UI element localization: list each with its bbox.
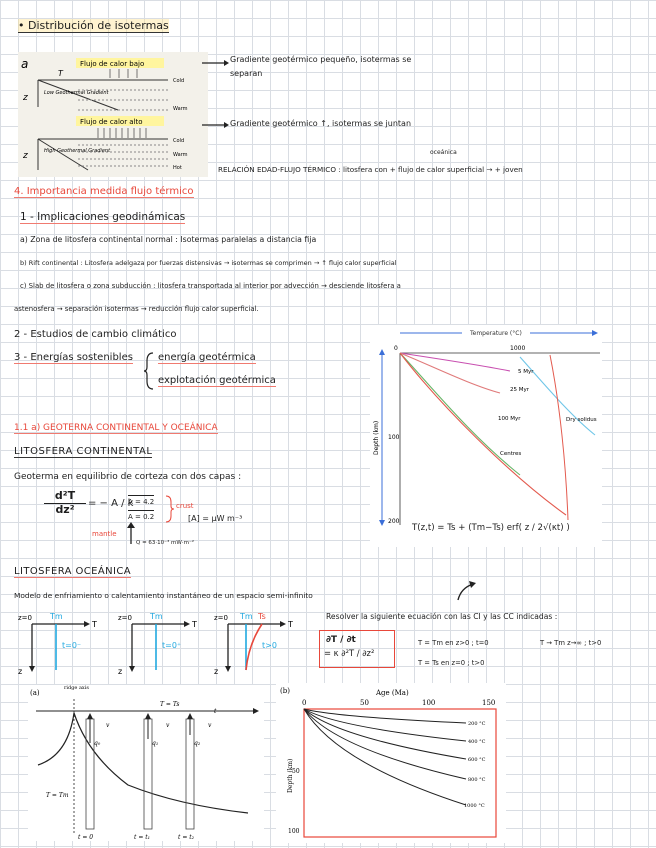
fig-b-y50: 50 <box>292 768 300 775</box>
continental-sub: LITOSFERA CONTINENTAL <box>14 446 153 457</box>
fig-b-y100: 100 <box>288 828 300 835</box>
fig-b-cold: Cold <box>173 138 185 144</box>
fig-a-q2: q₂ <box>194 740 201 747</box>
fig-b-gradient-line <box>38 139 88 170</box>
fig-a-t0: t = 0 <box>78 834 94 841</box>
fig-a-v2: v <box>166 722 170 729</box>
svg-text:T: T <box>192 620 197 629</box>
q-note: Q = 63·10⁻³ mW·m⁻² <box>136 540 195 546</box>
fig-a-heat-arrows <box>110 69 137 78</box>
geo-label-centres: Centres <box>500 451 522 457</box>
fig-a-right-curve <box>74 713 248 813</box>
iso-800 <box>304 709 466 779</box>
fig-b-x100: 100 <box>422 699 436 707</box>
section4-c1: c) Slab de litosfera o zona subducción : litosfera transportada al interior por advección → desciende litosfera a <box>20 282 401 290</box>
section4-c2: astenosfera → separación isotermas → reducción flujo calor superficial. <box>14 305 259 313</box>
fig-a-q0: q₀ <box>94 740 101 747</box>
section4-a: a) Zona de litosfera continental normal : Isotermas paralelas a distancia fija <box>20 235 317 244</box>
eq-fraction <box>44 490 86 516</box>
fig-b-iso800: 800 °C <box>468 777 486 783</box>
fig-a-t2: t = t₂ <box>178 834 195 841</box>
geo-curve-adiabat <box>550 355 568 520</box>
fig-a-q1: q₁ <box>152 740 159 747</box>
oceanic-text: Modelo de enfriamiento o calentamiento instantáneo de un espacio semi-infinito <box>14 591 313 600</box>
section4-heading: 4. Importancia medida flujo térmico <box>14 186 194 197</box>
resolve-text: Resolver la siguiente ecuación con las CI y las CC indicadas : <box>326 612 558 621</box>
fig-a-t-arrow: t <box>214 708 217 715</box>
fig-a-ridge: ridge axis <box>64 685 89 691</box>
fig-b-iso400: 400 °C <box>468 739 486 745</box>
fig-b-frame <box>304 709 496 837</box>
tz-diagram-3 <box>214 612 293 676</box>
pde-box <box>319 630 395 668</box>
geo-y200: 200 <box>388 518 400 525</box>
section4-item1: 1 - Implicaciones geodinámicas <box>20 211 186 223</box>
fig-b-iso600: 600 °C <box>468 757 486 763</box>
svg-text:Tm: Tm <box>150 612 163 621</box>
note-high: Gradiente geotérmico ↑, isotermas se juntan <box>230 119 412 128</box>
fig-a-cold: Cold <box>173 78 185 84</box>
iso-600 <box>304 709 466 759</box>
svg-text:Ts: Ts <box>258 612 266 621</box>
crust-brace <box>164 494 176 524</box>
mantle-a: A = 0.2 <box>128 510 154 521</box>
fig-a-label: a <box>21 57 29 71</box>
ci-1: T = Tm en z>0 ; t=0 <box>418 639 489 647</box>
units-note: [A] = μW m⁻³ <box>188 514 243 523</box>
fig-b-x150: 150 <box>482 699 496 707</box>
svg-text:t>0: t>0 <box>262 641 277 650</box>
svg-text:Tm: Tm <box>240 612 253 621</box>
eq-rhs: = − A / k <box>88 498 134 509</box>
fig-b-heat-arrows <box>98 128 146 138</box>
bottom-fig-b-svg <box>276 683 506 843</box>
section4-b: b) Rift continental : Litosfera adelgaza por fuerzas distensivas → isotermas se comprimen → ↑ flujo calor superficial <box>20 259 397 267</box>
iso-400 <box>304 709 466 741</box>
fig-b-iso1000: 1000 °C <box>464 803 485 809</box>
fig-b-x50: 50 <box>360 699 369 707</box>
energy-brace <box>143 351 155 391</box>
section4-item2: 2 - Estudios de cambio climático <box>14 329 177 340</box>
fig-a-warm: Warm <box>173 106 188 112</box>
crust-a: A = 4.2 <box>128 495 154 506</box>
isotherm-note-arrows <box>200 55 230 135</box>
energy-1: energía geotérmica <box>158 352 256 363</box>
geo-label-dry: Dry solidus <box>566 417 597 423</box>
fig-a-t: T <box>58 69 63 78</box>
isotherm-diagram <box>18 52 208 177</box>
oceanic-tz-diagrams <box>14 608 314 678</box>
fig-a-gradient: Low Geothermal Gradient <box>44 90 109 96</box>
svg-text:z: z <box>118 667 123 676</box>
pde-rhs: = κ ∂²T / ∂z² <box>324 648 375 658</box>
oceanica-tag: oceánica <box>430 149 457 156</box>
svg-text:z: z <box>214 667 219 676</box>
tz-diagram-2 <box>118 612 197 676</box>
svg-text:z: z <box>18 667 23 676</box>
fig-b-z: z <box>23 151 28 161</box>
svg-text:Tm: Tm <box>50 612 63 621</box>
fig-a-v3: v <box>208 722 212 729</box>
geo-label-100: 100 Myr <box>498 416 521 422</box>
geo-top-label: Temperature (°C) <box>470 330 522 337</box>
geo-curve-centres <box>400 353 566 515</box>
eq-num: d²T <box>44 490 86 504</box>
mantle-label: mantle <box>92 530 117 538</box>
fig-b-warm: Warm <box>173 152 188 158</box>
bottom-figure-b <box>276 683 506 843</box>
svg-text:z=0: z=0 <box>214 614 228 622</box>
oceanic-heading: LITOSFERA OCEÁNICA <box>14 566 131 577</box>
fig-a-z: z <box>23 93 28 103</box>
svg-text:z=0: z=0 <box>118 614 132 622</box>
ci-3: T = Ts en z=0 ; t>0 <box>418 659 485 667</box>
svg-text:T: T <box>288 620 293 629</box>
fig-a-title: Flujo de calor bajo <box>80 60 145 68</box>
fig-a-left-curve <box>38 713 74 765</box>
isotherm-figure <box>18 52 208 177</box>
pde-lhs: ∂T / ∂t <box>326 635 356 645</box>
note-low-2: separan <box>230 69 263 78</box>
bottom-fig-a-svg <box>28 685 264 841</box>
section4-item3: 3 - Energías sostenibles <box>14 352 133 363</box>
geo-y-label: Depth (km) <box>373 420 380 455</box>
fig-a-ttm: T = Tm <box>46 792 69 799</box>
fig-a-tts: T = Ts <box>160 701 180 708</box>
fig-b-panel-label: (b) <box>280 687 290 695</box>
geo-label-5: 5 Myr <box>518 369 534 375</box>
geo-y100: 100 <box>388 434 400 441</box>
fig-b-y-label: Depth (km) <box>287 758 294 793</box>
continental-heading: 1.1 a) GEOTERNA CONTINENTAL Y OCEÁNICA <box>14 423 218 433</box>
geo-curve-25myr <box>400 353 500 393</box>
note-low-1: Gradiente geotérmico pequeño, isotermas se <box>230 55 412 64</box>
isotherm-heading: • Distribución de isotermas <box>18 19 169 32</box>
fig-b-gradient: High Geothermal Gradient <box>44 148 111 154</box>
geo-label-25: 25 Myr <box>510 387 530 393</box>
ci-2: T → Tm z→∞ ; t>0 <box>540 639 602 647</box>
svg-text:z=0: z=0 <box>18 614 32 622</box>
fig-a-panel-label: (a) <box>30 689 40 697</box>
relation-note: RELACIÓN EDAD-FLUJO TÉRMICO : litosfera con + flujo de calor superficial → + joven <box>218 165 523 174</box>
geotherm-chart-svg <box>370 325 602 547</box>
bottom-figure-a <box>28 685 264 841</box>
svg-text:T: T <box>92 620 97 629</box>
geotherm-chart <box>370 325 602 547</box>
fig-a-t1: t = t₁ <box>134 834 151 841</box>
crust-label: crust <box>176 502 194 510</box>
fig-b-iso200: 200 °C <box>468 721 486 727</box>
eq-den: dz² <box>55 502 75 516</box>
fig-a-v1: v <box>106 722 110 729</box>
fig-b-title: Flujo de calor alto <box>80 118 143 126</box>
svg-text:t=0⁺: t=0⁺ <box>162 641 182 650</box>
geo-x0: 0 <box>394 345 398 352</box>
curved-arrow-icon <box>455 580 479 602</box>
continental-text: Geoterma en equilibrio de corteza con dos capas : <box>14 472 242 482</box>
tz-diagram-1 <box>18 612 97 676</box>
geo-x1000: 1000 <box>510 345 526 352</box>
fig-b-age-label: Age (Ma) <box>376 689 409 697</box>
geotherm-formula: T(z,t) = Ts + (Tm−Ts) erf( z / 2√(κt) ) <box>412 523 570 533</box>
fig-b-hot: Hot <box>173 165 182 171</box>
iso-200 <box>304 709 466 723</box>
geo-curve-5myr <box>400 353 510 371</box>
energy-2: explotación geotérmica <box>158 375 276 386</box>
svg-text:t=0⁻: t=0⁻ <box>62 641 82 650</box>
fig-b-x0: 0 <box>302 699 307 707</box>
